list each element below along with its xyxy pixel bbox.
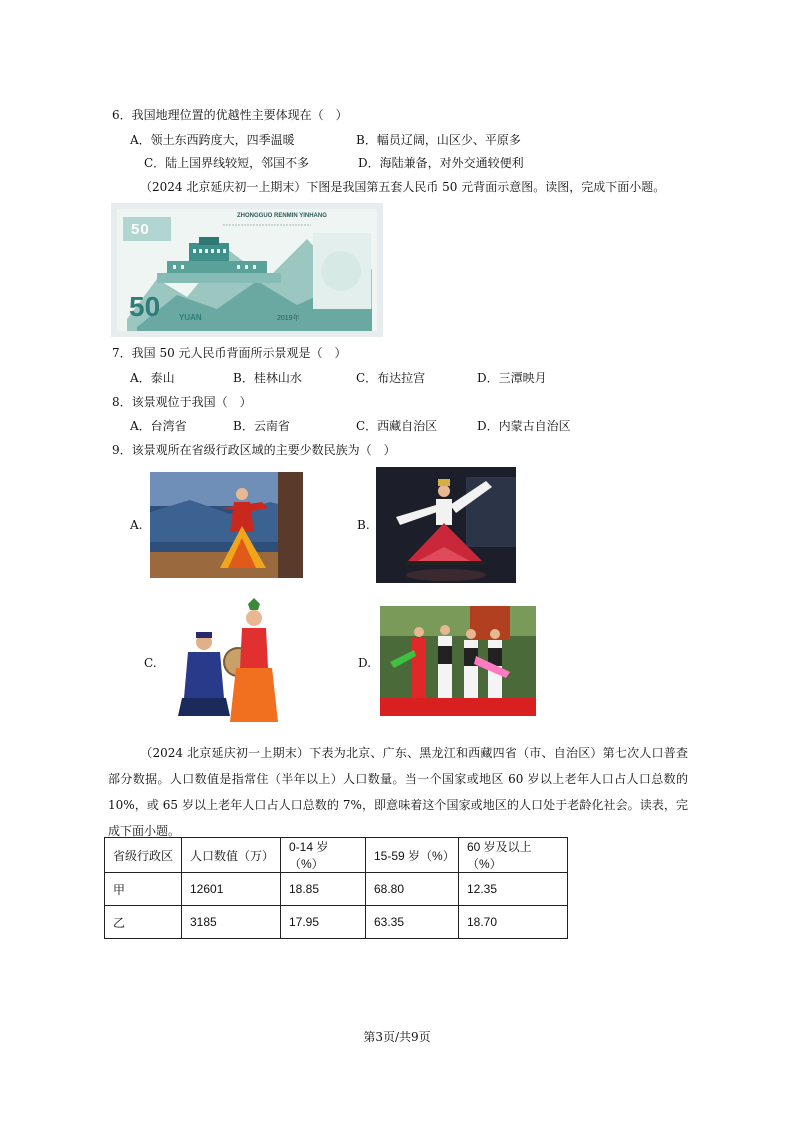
q9-option-b-photo (376, 467, 516, 583)
table-row (105, 873, 568, 906)
q9-option-c-label: C. (144, 656, 157, 670)
table-header-cell: 省级行政区 (105, 838, 182, 873)
q8-stem: 8．该景观位于我国（ ） (112, 395, 252, 409)
q9-option-d-label: D. (358, 656, 372, 670)
q8-option-a: A．台湾省 (130, 419, 187, 433)
intro-population-text: （2024 北京延庆初一上期末）下表为北京、广东、黑龙江和西藏四省（市、自治区）第七次人口普查部分数据。人口数值是指常住（半年以上）人口数量。当一个国家或地区 60 岁以上老年人口占人口总数的 10%，或 65 岁以上老年人口占人口总数的 7%，即意味着这个国家或地区的人口处于老龄化社会。读表，完成下面小题。 (108, 746, 688, 838)
banknote-year: 2019年 (277, 315, 300, 322)
q8-option-b: B．云南省 (233, 419, 290, 433)
q6-option-c: C．陆上国界线较短，邻国不多 (144, 156, 310, 170)
table-cell: 3185 (182, 906, 281, 939)
page-number: 第3页/共9页 (363, 1030, 431, 1044)
table-row (105, 906, 568, 939)
q8-option-d: D．内蒙古自治区 (477, 419, 571, 433)
q6-option-a: A．领土东西跨度大，四季温暖 (130, 133, 295, 147)
banknote-pinyin: ZHONGGUO RENMIN YINHANG (237, 213, 327, 219)
q7-option-d: D．三潭映月 (477, 371, 547, 385)
table-header-cell: 人口数值（万） (182, 838, 281, 873)
q7-stem: 7．我国 50 元人民币背面所示景观是（ ） (112, 346, 347, 360)
q9-option-c-photo (168, 598, 280, 726)
table-cell: 12601 (182, 873, 281, 906)
table-header-cell: 60 岁及以上（%） (459, 838, 568, 873)
table-header-cell: 15-59 岁（%） (366, 838, 459, 873)
table-cell: 甲 (105, 873, 182, 906)
table-header-cell: 0-14 岁（%） (281, 838, 366, 873)
q9-option-a-photo (150, 472, 303, 578)
q6-option-b: B．幅员辽阔，山区少、平原多 (356, 133, 521, 147)
table-cell: 63.35 (366, 906, 459, 939)
q9-option-d-photo (380, 606, 536, 716)
q7-option-a: A．泰山 (130, 371, 175, 385)
q7-option-c: C．布达拉宫 (356, 371, 426, 385)
q9-stem: 9．该景观所在省级行政区域的主要少数民族为（ ） (112, 443, 396, 457)
table-cell: 乙 (105, 906, 182, 939)
table-cell: 12.35 (459, 873, 568, 906)
table-cell: 17.95 (281, 906, 366, 939)
intro-banknote: （2024 北京延庆初一上期末）下图是我国第五套人民币 50 元背面示意图。读图，完成下面小题。 (140, 180, 666, 194)
q8-option-c: C．西藏自治区 (356, 419, 438, 433)
q9-option-a-label: A. (130, 518, 143, 532)
banknote-big-value: 50 (129, 291, 161, 322)
intro-population-table (108, 740, 688, 844)
banknote-top-value: 50 (131, 221, 150, 238)
q6-stem: 6．我国地理位置的优越性主要体现在（ ） (112, 108, 348, 122)
banknote-currency: YUAN (179, 313, 202, 322)
table-cell: 18.85 (281, 873, 366, 906)
population-table (104, 837, 568, 939)
table-header-row (105, 838, 568, 873)
table-cell: 68.80 (366, 873, 459, 906)
q6-option-d: D．海陆兼备，对外交通较便利 (358, 156, 524, 170)
banknote-image (111, 203, 383, 337)
q9-option-b-label: B. (357, 518, 370, 532)
q7-option-b: B．桂林山水 (233, 371, 302, 385)
table-cell: 18.70 (459, 906, 568, 939)
